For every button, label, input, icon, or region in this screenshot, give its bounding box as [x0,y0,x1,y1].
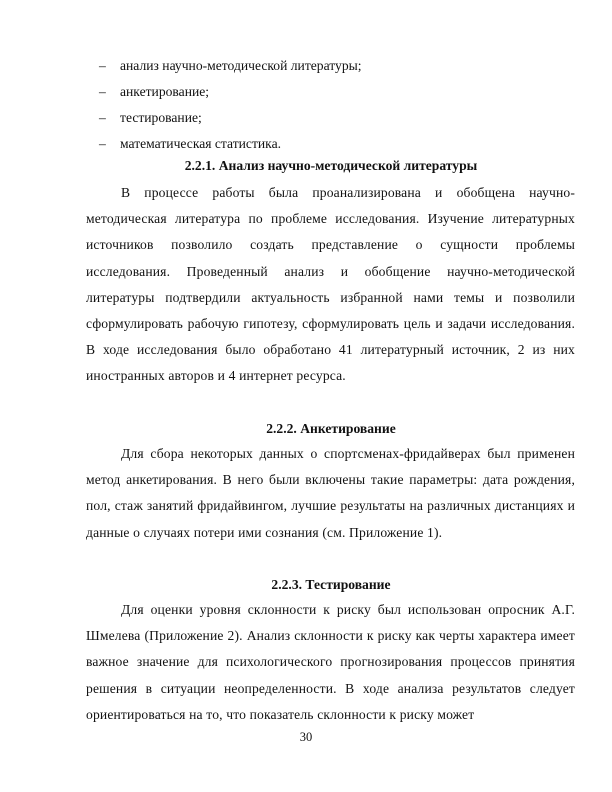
section-heading-questionnaire: 2.2.2. Анкетирование [266,421,396,436]
list-item-text: анализ научно-методической литературы; [120,58,362,73]
list-dash: – [99,136,106,151]
section-heading-testing: 2.2.3. Тестирование [271,577,391,592]
list-item-text: математическая статистика. [120,136,282,151]
section-paragraph-literature-analysis: В процессе работы была проанализирована и обобщена научно-методическая литература по проблеме исследования. Изучение литературных источников позволило создать представление о сущности проблемы исследования. Проведенный анализ и обобщение научно-методической литературы подтвердили актуальность избранной нами темы и позволили сформулировать рабочую гипотезу, сформулировать цель и задачи исследования. В ходе исследования было обработано 41 литературный источник, 2 из них иностранных авторов и 4 интернет ресурса. [86,185,575,384]
section-paragraph-questionnaire: Для сбора некоторых данных о спортсменах-фридайверах был применен метод анкетирования. В него были включены такие параметры: дата рождения, пол, стаж занятий фридайвингом, лучшие результаты на различных дистанциях и данные о случаях потери ими сознания (см. Приложение 1). [86,446,575,540]
list-item [96,83,536,109]
section-paragraph-testing: Для оценки уровня склонности к риску был использован опросник А.Г. Шмелева (Приложение 2). Анализ склонности к риску как черты характера имеет важное значение для психологического прогнозирования процессов принятия решения в ситуации неопределенности. В ходе анализа результатов следует ориентироваться на то, что показатель склонности к риску может [86,602,575,722]
list-dash: – [99,84,106,99]
methods-list [96,57,536,161]
page-number: 30 [299,730,313,744]
list-item-text: тестирование; [120,110,202,125]
list-item [96,109,536,135]
list-item [96,57,536,83]
list-dash: – [99,58,106,73]
list-dash: – [99,110,106,125]
list-item-text: анкетирование; [120,84,210,99]
section-heading-literature-analysis: 2.2.1. Анализ научно-методической литературы [184,158,478,173]
